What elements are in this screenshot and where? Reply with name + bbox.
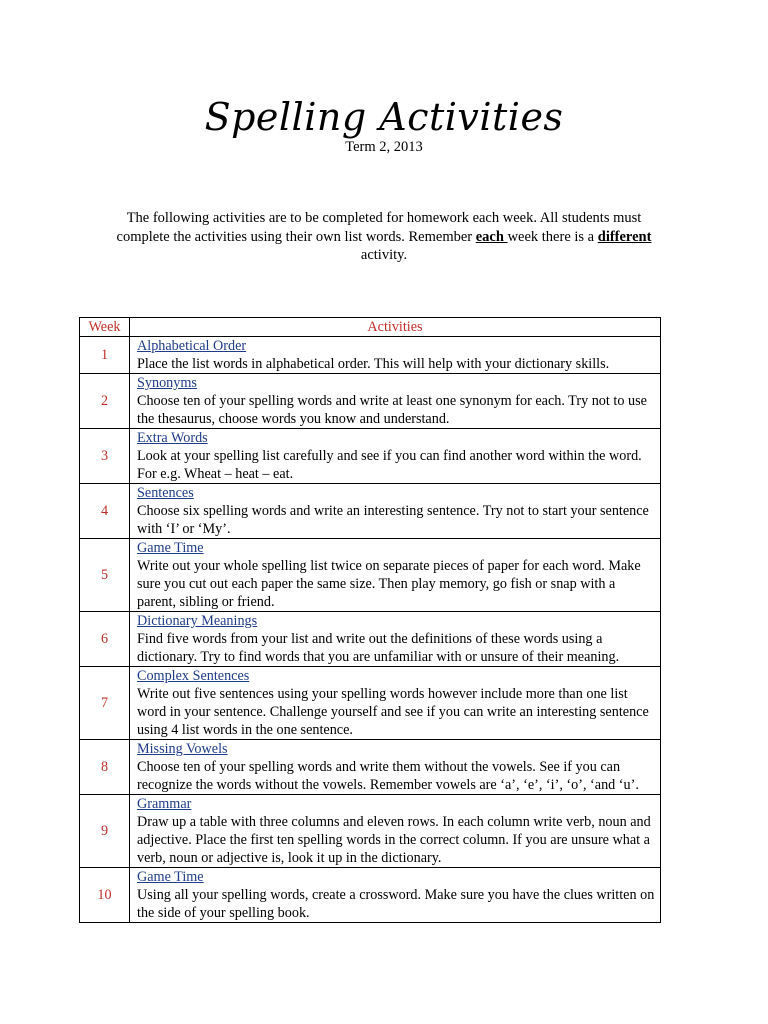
table-row — [80, 868, 661, 923]
activity-description: Look at your spelling list carefully and see if you can find another word within the word. For e.g. Wheat – heat – eat. — [137, 448, 642, 482]
activities-table — [79, 317, 661, 923]
activity-title: Complex Sentences — [137, 668, 250, 684]
week-column-header: Week — [80, 318, 130, 337]
page-title: Spelling Activities — [204, 95, 564, 139]
activity-title: Alphabetical Order — [137, 338, 247, 354]
table-row — [80, 539, 661, 612]
table-row — [80, 667, 661, 740]
week-number: 3 — [80, 429, 130, 484]
week-number: 6 — [80, 612, 130, 667]
intro-text-2: week there is a — [507, 228, 598, 245]
activity-title: Missing Vowels — [137, 741, 228, 757]
week-number: 8 — [80, 740, 130, 795]
activity-cell — [130, 795, 661, 868]
week-number: 1 — [80, 337, 130, 374]
activity-cell — [130, 740, 661, 795]
page-subtitle: Term 2, 2013 — [345, 139, 423, 155]
week-number: 9 — [80, 795, 130, 868]
intro-emphasis-each: each — [475, 228, 508, 245]
week-number: 2 — [80, 374, 130, 429]
activity-description: Choose ten of your spelling words and write them without the vowels. See if you can recognize the words without the vowels. Remember vowels are ‘a’, ‘e’, ‘i’, ‘o’, ‘and ‘u’. — [137, 759, 639, 793]
table-header-row — [80, 318, 661, 337]
activity-cell — [130, 868, 661, 923]
table-row — [80, 795, 661, 868]
intro-text-1: The following activities are to be completed for homework each week. All students must complete the activities using their own list words. Remember — [116, 210, 642, 245]
activity-cell — [130, 337, 661, 374]
week-number: 7 — [80, 667, 130, 740]
activity-description: Write out five sentences using your spelling words however include more than one list word in your sentence. Challenge yourself and see if you can write an interesting sentence using 4 list words in the one sentence. — [137, 686, 649, 738]
activity-cell — [130, 484, 661, 539]
week-number: 10 — [80, 868, 130, 923]
table-row — [80, 612, 661, 667]
activity-title: Grammar — [137, 796, 192, 812]
table-row — [80, 429, 661, 484]
activity-description: Choose six spelling words and write an interesting sentence. Try not to start your sentence with ‘I’ or ‘My’. — [137, 503, 649, 537]
intro-paragraph — [110, 209, 658, 265]
activity-description: Using all your spelling words, create a crossword. Make sure you have the clues written on the side of your spelling book. — [137, 887, 655, 921]
activity-description: Choose ten of your spelling words and write at least one synonym for each. Try not to use the thesaurus, choose words you know and understand. — [137, 393, 647, 427]
activity-title: Sentences — [137, 485, 194, 501]
week-number: 4 — [80, 484, 130, 539]
table-row — [80, 740, 661, 795]
table-row — [80, 484, 661, 539]
table-row — [80, 374, 661, 429]
activity-description: Place the list words in alphabetical order. This will help with your dictionary skills. — [137, 356, 610, 372]
activity-title: Extra Words — [137, 430, 208, 446]
activity-title: Dictionary Meanings — [137, 613, 258, 629]
activity-description: Draw up a table with three columns and eleven rows. In each column write verb, noun and adjective. Place the first ten spelling words in the correct column. If you are unsure what a verb, noun or adjective is, look it up in the dictionary. — [137, 814, 651, 866]
activities-column-header: Activities — [130, 318, 661, 337]
activity-cell — [130, 374, 661, 429]
activity-description: Find five words from your list and write out the definitions of these words using a dictionary. Try to find words that you are unfamiliar with or unsure of their meaning. — [137, 631, 620, 665]
intro-text-3: activity. — [360, 247, 408, 263]
table-row — [80, 337, 661, 374]
activity-title: Synonyms — [137, 375, 197, 391]
activity-cell — [130, 539, 661, 612]
activity-cell — [130, 612, 661, 667]
activity-title: Game Time — [137, 540, 204, 556]
activity-cell — [130, 667, 661, 740]
intro-emphasis-different: different — [597, 228, 652, 245]
activity-cell — [130, 429, 661, 484]
activity-description: Write out your whole spelling list twice on separate pieces of paper for each word. Make sure you cut out each paper the same size. Then play memory, go fish or snap with a parent, sibling or friend. — [137, 558, 641, 610]
activity-title: Game Time — [137, 869, 204, 885]
week-number: 5 — [80, 539, 130, 612]
